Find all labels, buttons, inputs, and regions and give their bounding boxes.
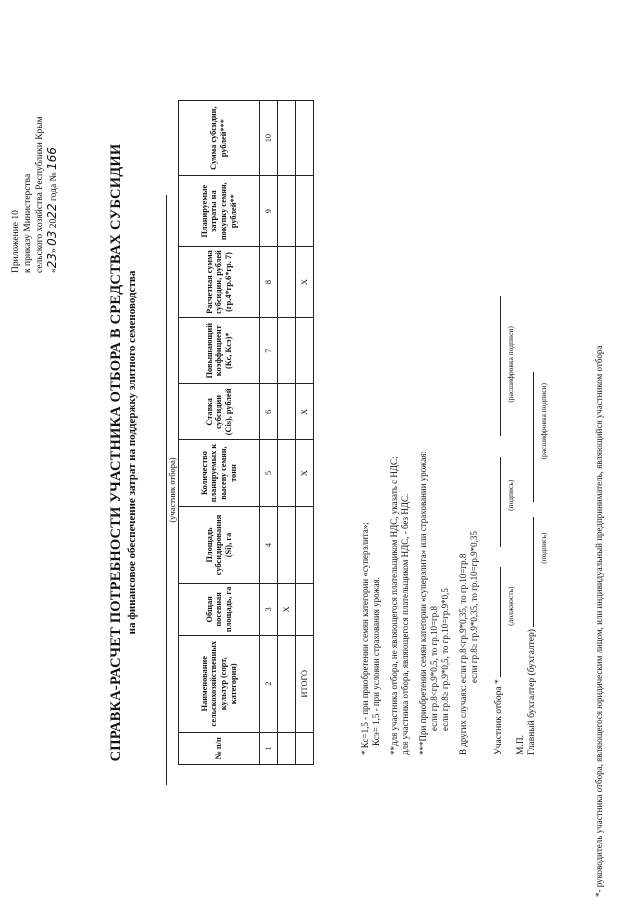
header-number: № п/п [179,732,260,764]
participant-signature-captions: (должность) (подпись) (расшифровка подписи) [506,326,515,626]
header-total-area: Общая посевная площадь, га [179,584,260,636]
table-cell [278,732,296,764]
table-cell: 4 [260,506,278,583]
table-cell: 6 [260,384,278,440]
appendix-block [10,13,60,273]
appendix-line-1: Приложение 10 [11,210,21,273]
note-coefficient-1: * Кс=1,5 - при приобретении семян категории «суперэлита»; [360,522,370,755]
accountant-signature-line: Главный бухгалтер (бухгалтер) [527,35,538,755]
header-crop-name: Наименование сельскохозяйственных культур (сорт, категория) [179,635,260,732]
note-superelite-3: если гр.8≥ гр.9*0,5, то гр.10=гр.9*0,5 [440,588,450,731]
notes-block [360,35,549,755]
total-label: ИТОГО [296,635,314,732]
table-cell [278,101,296,176]
handwritten-order-number: 166 [45,147,59,171]
note-other-1: В других случаях: если гр.8<гр.9*0,35, то гр.10=гр.8 [458,553,468,755]
table-number-row [260,101,278,765]
document-title: СПРАВКА-РАСЧЕТ ПОТРЕБНОСТИ УЧАСТНИКА ОТБОРА В СРЕДСТВАХ СУБСИДИИ [108,143,124,762]
appendix-date-line: «23» 03 2022 года № 166 [45,147,59,273]
handwritten-month: 03 [45,230,59,246]
header-calculated-sum: Расчетная сумма субсидии, рублей (гр.4*гр.6*гр. 7) [179,247,260,318]
note-superelite-1: ***При приобретении семян категории «суперэлита» или страховании урожая: [418,451,428,755]
table-cell [278,176,296,247]
table-cell: 7 [260,317,278,384]
table-cell [296,101,314,176]
table-cell: 2 [260,635,278,732]
appendix-line-2: к приказу Министерства [23,173,33,273]
handwritten-day: 23 [45,252,59,269]
table-cell [296,732,314,764]
table-cell [278,440,296,507]
table-total-row [296,101,314,765]
note-superelite-2: если гр.8<гр.9*0,5, то гр.10=гр.8 [429,605,439,731]
table-cell: 8 [260,247,278,318]
table-header-row [179,101,260,765]
table-cell: 1 [260,732,278,764]
table-cell: X [296,384,314,440]
document-subtitle: на финансовое обеспечение затрат на поддержку элитного семеноводства [126,270,138,635]
header-planned-costs: Планируемые затраты на покупку семян, рублей** [179,176,260,247]
table-cell [278,384,296,440]
table-cell: X [296,440,314,507]
header-subsidy-area: Площадь субсидирования (Si), га [179,506,260,583]
table-cell: X [278,584,296,636]
header-subsidy-sum: Сумма субсидии, рублей*** [179,101,260,176]
header-seed-quantity: Количество планируемых к высеву семян, тонн [179,440,260,507]
table-cell: 10 [260,101,278,176]
participant-caption: (участник отбора) [167,457,177,523]
table-cell [278,317,296,384]
table-cell: 9 [260,176,278,247]
participant-signature-line: Участник отбора * [494,35,505,755]
table-cell: 5 [260,440,278,507]
table-cell [296,584,314,636]
note-vat-1: **для участника отбора, не являющегося плательщиком НДС, указать с НДС; [389,456,399,755]
table-cell [296,506,314,583]
stamp-place: М.П. [516,734,526,755]
appendix-line-3: сельского хозяйства Республики Крым [35,116,45,273]
table-cell [278,247,296,318]
header-subsidy-rate: Ставка субсидии (Сis), рублей [179,384,260,440]
table-data-row [278,101,296,765]
accountant-signature-captions: (подпись) (расшифровка подписи) [539,382,548,564]
table-cell [296,176,314,247]
note-vat-2: для участника отбора, являющегося плательщиком НДС, - без НДС. [400,493,410,755]
table-cell [278,506,296,583]
footnote: *- руководитель участника отбора, являющегося юридическим лицом, или индивидуальный предприниматель, являющийся участником отбора [594,345,604,897]
header-coefficient: Повышающий коэффициент (Кс, Ксэ)* [179,317,260,384]
note-coefficient-2: Ксэ= 1,5 - при условии страхования урожая. [371,576,381,746]
note-other-2: если гр.8≥ гр.9*0,35, то гр.10=гр.9*0,35 [469,531,479,683]
calculation-table [178,100,314,765]
table-cell: 3 [260,584,278,636]
table-cell: X [296,247,314,318]
table-cell [278,635,296,732]
table-cell [296,317,314,384]
handwritten-year: 22 [45,203,59,219]
